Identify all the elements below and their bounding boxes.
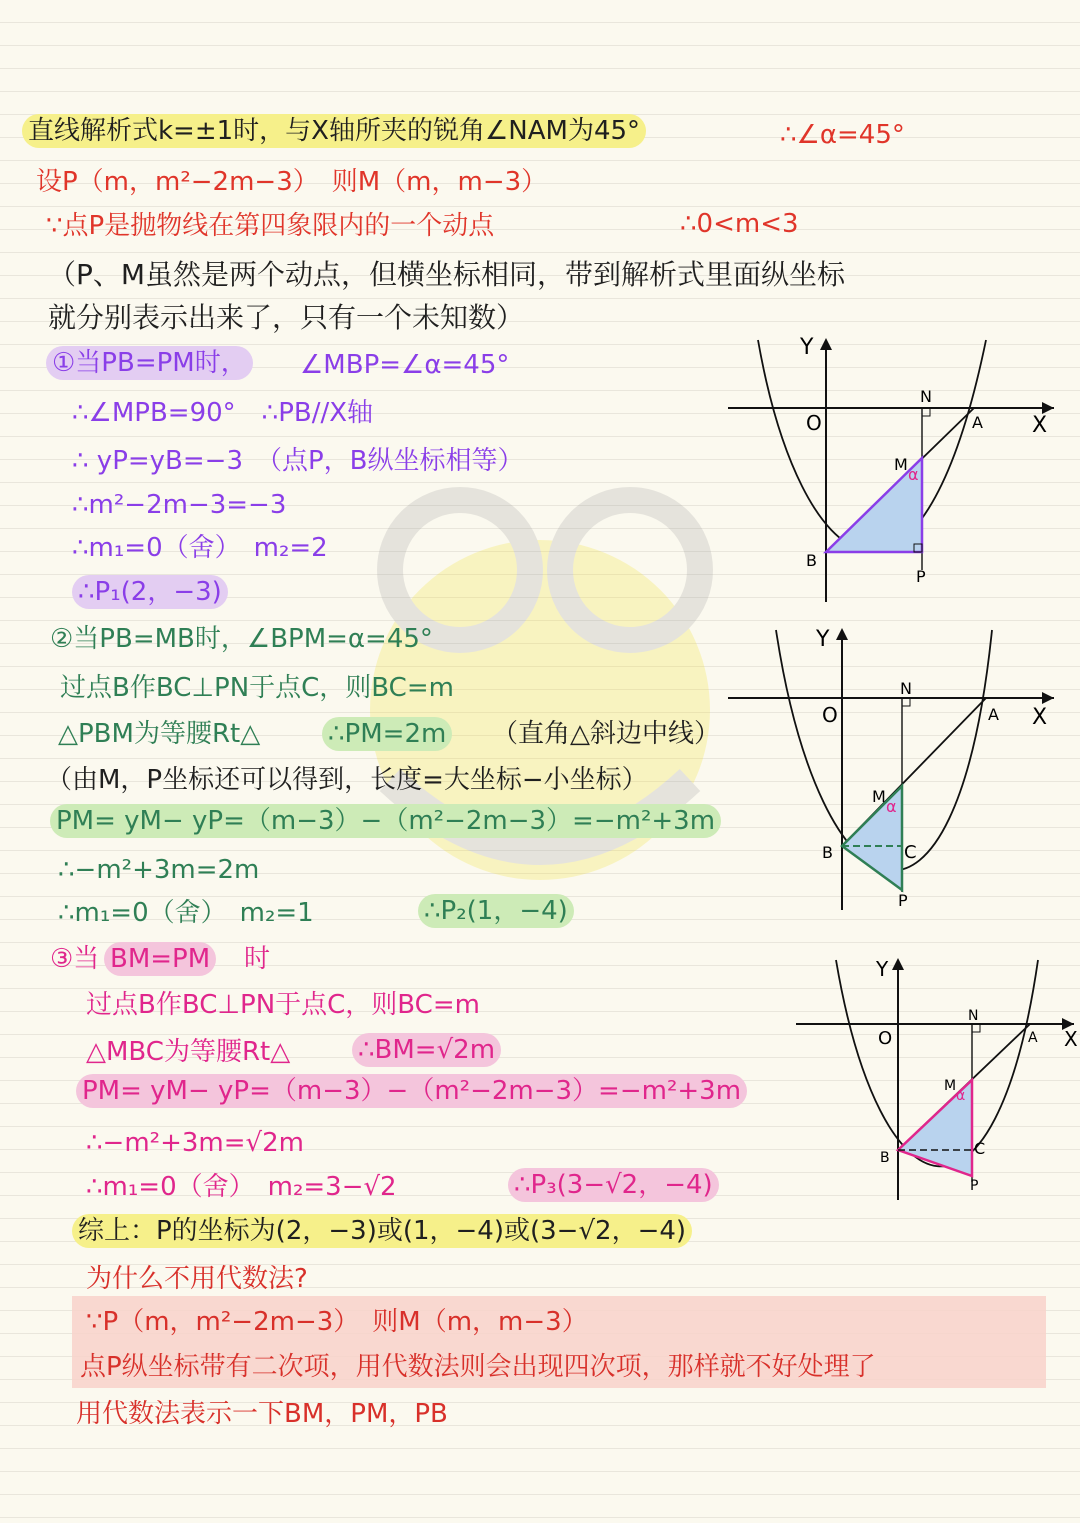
fig3-label-c: C [974,1139,986,1158]
fig1-label-y: Y [800,335,814,360]
why-reason: 点P纵坐标带有二次项，用代数法则会出现四次项，那样就不好处理了 [80,1352,876,1382]
case3-isosceles: △MBC为等腰Rt△ [86,1037,291,1067]
fig1-label-a: A [972,413,983,432]
case2-answer: ∴P₂(1，−4) [418,894,574,928]
fig2-label-p: P [898,891,908,910]
fig3-label-n: N [968,1008,979,1024]
case3-roots: ∴m₁=0（舍） m₂=3−√2 [86,1172,397,1202]
case2-title: ②当PB=MB时，∠BPM=α=45° [50,624,433,654]
case2-construction: 过点B作BC⊥PN于点C，则BC=m [60,673,454,703]
fig2-label-b: B [822,843,833,862]
intro-line: 直线解析式k=±1时，与X轴所夹的锐角∠NAM为45° [22,114,646,148]
fig1-label-alpha: α [908,465,919,484]
fig1-label-b: B [806,551,817,570]
fig3-label-y: Y [876,957,889,981]
case2-note: （直角△斜边中线） [492,719,720,749]
case1-step1: ∴∠MPB=90° ∴PB//X轴 [72,398,374,428]
fig3-label-b: B [880,1150,890,1166]
case1-roots: ∴m₁=0（舍） m₂=2 [72,533,328,563]
fig2-label-c: C [904,842,917,863]
fig3-label-p: P [970,1178,979,1194]
note-line-1: （P、M虽然是两个动点，但横坐标相同，带到解析式里面纵坐标 [48,258,846,291]
case3-pm-formula: PM= yM− yP=（m−3）−（m²−2m−3）=−m²+3m [76,1074,747,1108]
fig3-label-x: X [1064,1027,1078,1051]
fig1-label-n: N [920,387,932,406]
case2-pm: ∴PM=2m [322,717,452,751]
case3-title-suffix: 时 [244,944,271,974]
figure-case2 [720,620,1060,920]
fig2-label-m: M [872,787,886,806]
set-point-line: 设P（m，m²−2m−3） 则M（m，m−3） [36,167,548,197]
case2-roots: ∴m₁=0（舍） m₂=1 [58,898,314,928]
why-setup: ∵P（m，m²−2m−3） 则M（m，m−3） [86,1307,588,1337]
case1-angle: ∠MBP=∠α=45° [300,350,510,380]
case2-equation: ∴−m²+3m=2m [58,855,260,885]
case2-isosceles: △PBM为等腰Rt△ [58,719,261,749]
fig2-label-x: X [1032,705,1048,730]
fig3-label-a: A [1028,1030,1038,1046]
fig3-label-alpha: α [956,1088,966,1104]
watermark-logo [330,450,750,970]
alpha-conclusion: ∴∠α=45° [780,120,905,150]
note-line-2: 就分别表示出来了，只有一个未知数） [48,301,525,334]
case2-explain: （由M，P坐标还可以得到，长度=大坐标−小坐标） [46,765,648,795]
case3-construction: 过点B作BC⊥PN于点C，则BC=m [86,990,480,1020]
case3-title-condition: BM=PM [104,942,216,976]
fig1-label-x: X [1032,413,1048,438]
fig3-label-o: O [878,1028,893,1049]
case3-answer: ∴P₃(3−√2，−4) [508,1168,719,1202]
fig2-label-o: O [822,703,838,727]
m-range: ∴0<m<3 [680,209,799,239]
summary-line: 综上：P的坐标为(2，−3)或(1，−4)或(3−√2，−4) [72,1214,692,1248]
fig3-label-m: M [944,1078,957,1094]
why-question: 为什么不用代数法? [86,1264,308,1294]
fig2-label-y: Y [816,627,830,652]
figure-case1 [720,330,1060,610]
fig2-label-a: A [988,705,999,724]
case1-step2: ∴ yP=yB=−3 （点P，B纵坐标相等） [72,446,524,476]
case3-title-prefix: ③当 [50,944,100,974]
case2-pm-formula: PM= yM− yP=（m−3）−（m²−2m−3）=−m²+3m [50,804,721,838]
fig1-label-p: P [916,567,926,586]
algebra-note: 用代数法表示一下BM，PM，PB [76,1399,448,1429]
case1-title: ①当PB=PM时， [46,346,253,380]
point-p-condition: ∵点P是抛物线在第四象限内的一个动点 [46,211,495,241]
case3-bm: ∴BM=√2m [352,1033,501,1067]
figure-case3 [790,950,1080,1210]
case3-equation: ∴−m²+3m=√2m [86,1128,304,1158]
fig1-label-m: M [894,455,908,474]
case1-equation: ∴m²−2m−3=−3 [72,490,287,520]
case1-answer: ∴P₁(2，−3) [72,575,228,609]
fig1-label-o: O [806,411,822,435]
fig2-label-n: N [900,679,912,698]
fig2-label-alpha: α [886,797,897,816]
